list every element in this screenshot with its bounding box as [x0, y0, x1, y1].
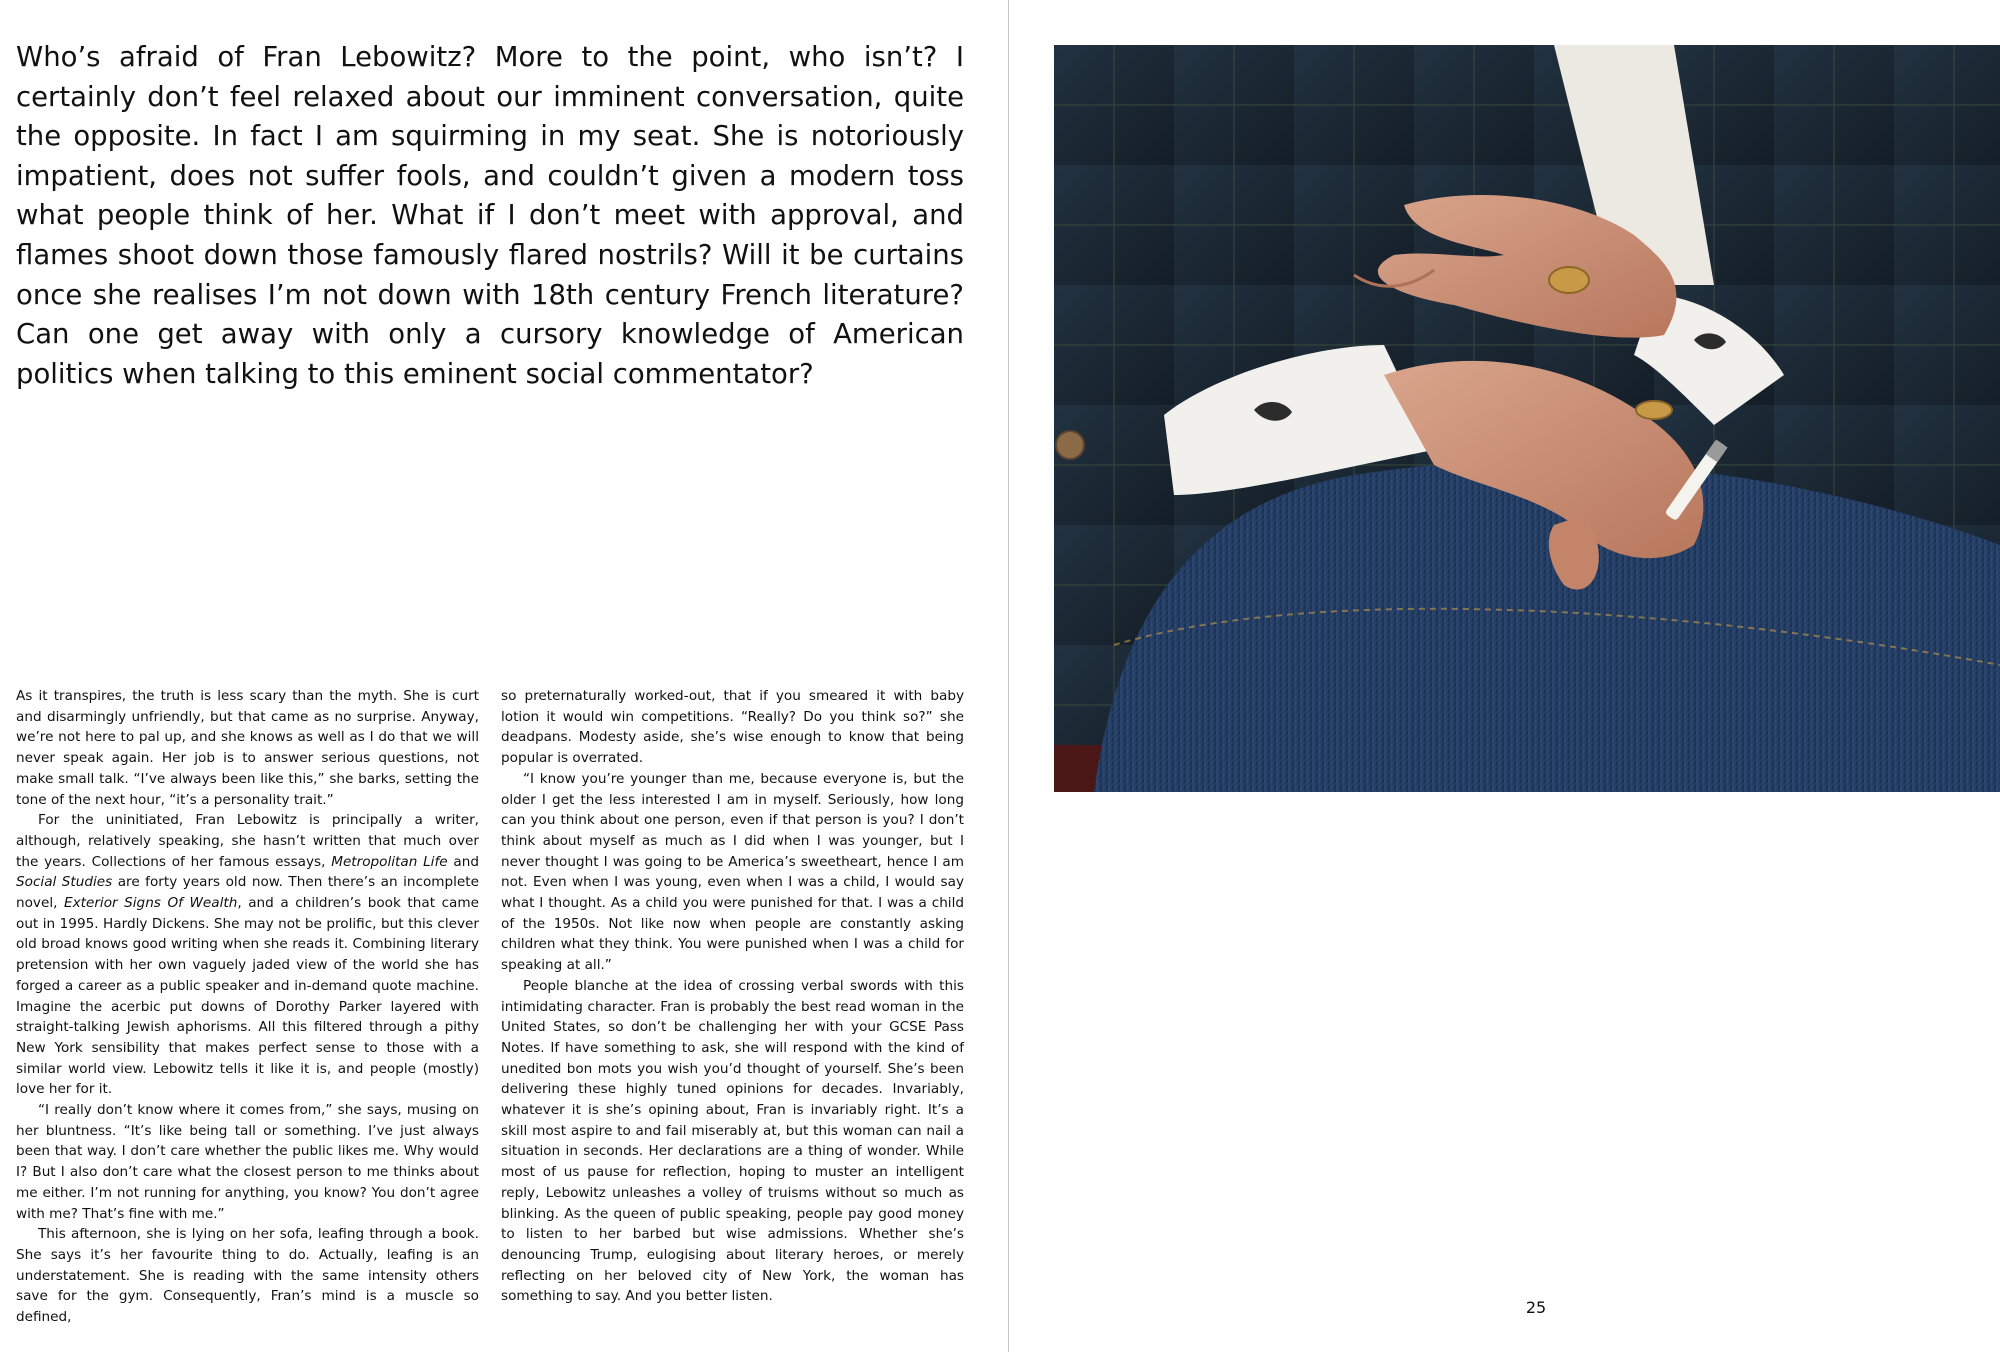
- text-run: , and a children’s book that came out in 1995. Hardly Dickens. She may not be prolific, but this clever old broad knows good writing when she reads it. Combining literary pretension with her own vaguely jaded view of the world she has forged a career as a public speaker and in-demand quote machine. Imagine the acerbic put downs of Dorothy Parker layered with straight-talking Jewish aphorisms. All this filtered through a pithy New York sensibility that makes perfect sense to those with a similar world view. Lebowitz tells it like it is, and people (mostly) love her for it.: [16, 895, 479, 1098]
- body-column-2: [501, 686, 964, 1307]
- page-number: 25: [1525, 1298, 1547, 1317]
- portrait-photo: [1054, 45, 2000, 792]
- text-run: are forty years old now. Then there’s an incomplete novel,: [16, 874, 479, 912]
- body-column-1: [16, 686, 479, 1328]
- book-title-metropolitan-life: Metropolitan Life: [331, 853, 448, 870]
- book-title-exterior-signs: Exterior Signs Of Wealth: [64, 895, 238, 912]
- intro-paragraph: Who’s afraid of Fran Lebowitz? More to the point, who isn’t? I certainly don’t feel relaxed about our imminent conversation, quite the opposite. In fact I am squirming in my seat. She is notoriously impatient, does not suffer fools, and couldn’t given a modern toss what people think of her. What if I don’t meet with approval, and flames shoot down those famously flared nostrils? Will it be curtains once she realises I’m not down with 18th century French literature? Can one get away with only a cursory knowledge of American politics when talking to this eminent social commentator?: [16, 41, 964, 390]
- book-title-social-studies: Social Studies: [16, 874, 113, 891]
- jacket-button: [1056, 431, 1084, 459]
- hands-photo-illustration: [1054, 45, 2000, 792]
- column2-paragraph-2: “I know you’re younger than me, because everyone is, but the older I get the less interested I am in myself. Seriously, how long can you think about one person, even if that person is you? I don’t think about myself as much as I did when I was younger, but I never thought I was going to be America’s sweetheart, hence I am not. Even when I was young, even when I was a child, I would say what I thought. As a child you were punished for that. I was a child of the 1950s. Not like now when people are constantly asking children what they think. You were punished when I was a child for speaking at all.”: [501, 770, 964, 974]
- ring-icon: [1549, 267, 1589, 293]
- text-run: and: [447, 853, 479, 870]
- column1-paragraph-4: This afternoon, she is lying on her sofa, leafing through a book. She says it’s her favourite thing to do. Actually, leafing is an understatement. She is reading with the same intensity others save for the gym. Consequently, Fran’s mind is a muscle so defined,: [16, 1226, 479, 1326]
- column1-paragraph-3: “I really don’t know where it comes from,” she says, musing on her bluntness. “It’s like being tall or something. I’ve just always been that way. I don’t care whether the public likes me. Why would I? But I also don’t care what the closest person to me thinks about me either. I’m not running for anything, you know? You don’t agree with me? That’s fine with me.”: [16, 1102, 479, 1222]
- text-run: For the uninitiated, Fran Lebowitz is principally a writer, although, relatively speaking, she hasn’t written that much over the years. Collections of her famous essays,: [16, 812, 479, 870]
- column1-paragraph-2: [16, 810, 479, 1100]
- right-page: [1009, 0, 2000, 1352]
- ring-icon: [1636, 401, 1672, 419]
- column1-paragraph-1: As it transpires, the truth is less scary than the myth. She is curt and disarmingly unfriendly, but that came as no surprise. Anyway, we’re not here to pal up, and she knows as well as I do that we will never speak again. Her job is to answer serious questions, not make small talk. “I’ve always been like this,” she barks, setting the tone of the next hour, “it’s a personality trait.”: [16, 688, 479, 808]
- column2-paragraph-1: so preternaturally worked-out, that if you smeared it with baby lotion it would win competitions. “Really? Do you think so?” she deadpans. Modesty aside, she’s wise enough to know that being popular is overrated.: [501, 688, 964, 767]
- column2-paragraph-3: People blanche at the idea of crossing verbal swords with this intimidating character. Fran is probably the best read woman in the United States, so don’t be challenging her with your GCSE Pass Notes. If have something to ask, she will respond with the kind of unedited bon mots you wish you’d thought of yourself. She’s been delivering these highly tuned opinions for decades. Invariably, whatever it is she’s opining about, Fran is invariably right. It’s a skill most aspire to and fail miserably at, but this woman can nail a situation in seconds. Her declarations are a thing of wonder. While most of us pause for reflection, hoping to muster an intelligent reply, Lebowitz unleashes a volley of truisms without so much as blinking. As the queen of public speaking, people pay good money to listen to her barbed but wise admissions. Whether she’s denouncing Trump, eulogising about literary heroes, or merely reflecting on her beloved city of New York, the woman has something to say. And you better listen.: [501, 977, 964, 1305]
